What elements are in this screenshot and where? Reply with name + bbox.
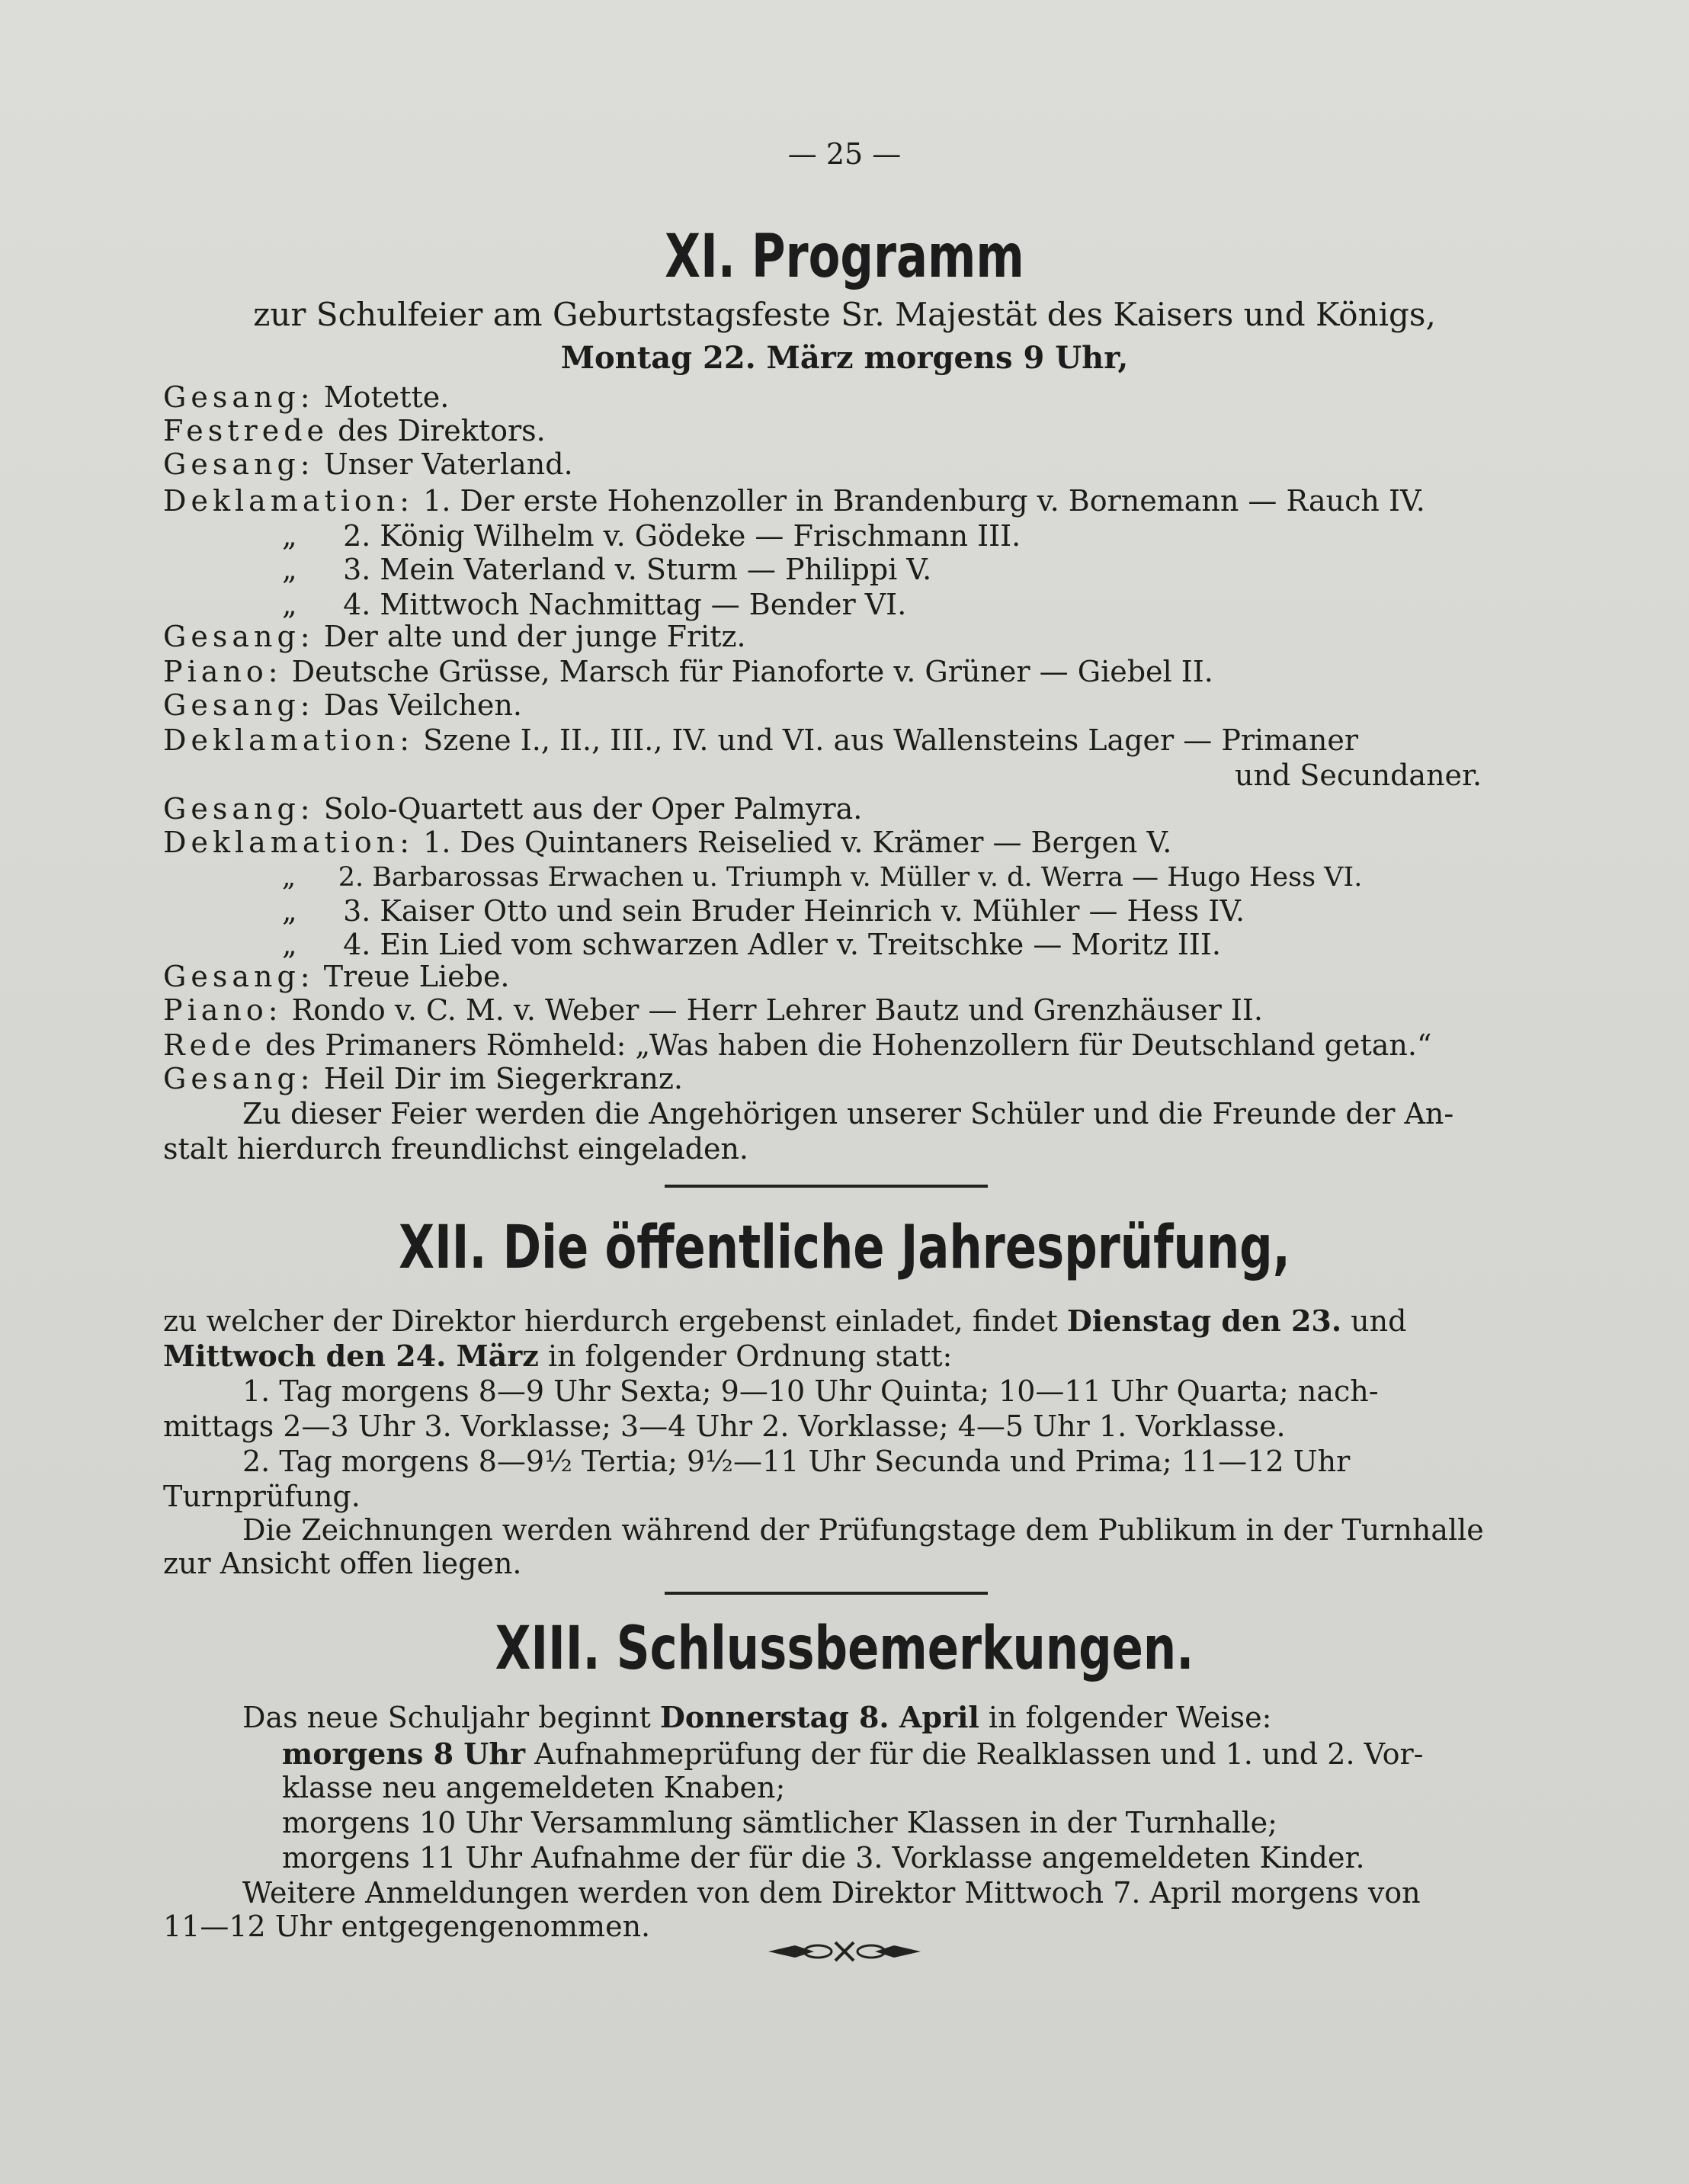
invitation-line: Zu dieser Feier werden die Angehörigen unserer Schüler und die Freunde der An- bbox=[242, 1097, 1454, 1130]
text-line: morgens 11 Uhr Aufnahme der für die 3. Vorklasse angemeldeten Kinder. bbox=[282, 1841, 1365, 1875]
text-line: 1. Tag morgens 8—9 Uhr Sexta; 9—10 Uhr Quinta; 10—11 Uhr Quarta; nach- bbox=[242, 1374, 1379, 1408]
section-11-date: Montag 22. März morgens 9 Uhr, bbox=[560, 340, 1129, 376]
program-line: Gesang: Solo-Quartett aus der Oper Palmyra. bbox=[163, 792, 863, 826]
text-line: morgens 10 Uhr Versammlung sämtlicher Klassen in der Turnhalle; bbox=[282, 1806, 1277, 1839]
program-line: Gesang: Der alte und der junge Fritz. bbox=[163, 620, 746, 653]
program-line: „ 4. Mittwoch Nachmittag — Bender VI. bbox=[282, 588, 907, 621]
program-line: „ 4. Ein Lied vom schwarzen Adler v. Treitschke — Moritz III. bbox=[282, 928, 1221, 961]
program-line: „ 3. Kaiser Otto und sein Bruder Heinrich v. Mühler — Hess IV. bbox=[282, 894, 1245, 928]
text-line: zur Ansicht offen liegen. bbox=[163, 1547, 522, 1580]
program-line: Gesang: Das Veilchen. bbox=[163, 688, 522, 722]
section-11-title: XI. Programm bbox=[665, 223, 1024, 291]
program-line: Gesang: Unser Vaterland. bbox=[163, 447, 573, 481]
program-line: Gesang: Heil Dir im Siegerkranz. bbox=[163, 1062, 683, 1095]
program-line: Piano: Deutsche Grüsse, Marsch für Pianoforte v. Grüner — Giebel II. bbox=[163, 655, 1213, 688]
text-line: 11—12 Uhr entgegengenommen. bbox=[163, 1910, 651, 1943]
text-line: Weitere Anmeldungen werden von dem Direktor Mittwoch 7. April morgens von bbox=[242, 1876, 1421, 1910]
ornament-divider bbox=[654, 1936, 1035, 1967]
text-line: klasse neu angemeldeten Knaben; bbox=[282, 1771, 786, 1804]
program-line: „ 2. König Wilhelm v. Gödeke — Frischmann III. bbox=[282, 519, 1021, 553]
section-divider bbox=[665, 1185, 988, 1188]
program-line: Rede des Primaners Römheld: „Was haben die Hohenzollern für Deutschland getan.“ bbox=[163, 1028, 1432, 1062]
section-11-subtitle: zur Schulfeier am Geburtstagsfeste Sr. Majestät des Kaisers und Königs, bbox=[253, 296, 1436, 333]
text-line: Mittwoch den 24. März in folgender Ordnung statt: bbox=[163, 1339, 953, 1373]
section-12-title: XII. Die öffentliche Jahresprüfung, bbox=[399, 1214, 1290, 1282]
text-line: 2. Tag morgens 8—9½ Tertia; 9½—11 Uhr Secunda und Prima; 11—12 Uhr bbox=[242, 1445, 1351, 1478]
program-line: Deklamation: Szene I., II., III., IV. und VI. aus Wallensteins Lager — Primaner bbox=[163, 723, 1359, 757]
text-line: Das neue Schuljahr beginnt Donnerstag 8. April in folgender Weise: bbox=[242, 1700, 1272, 1734]
program-line: Gesang: Motette. bbox=[163, 380, 450, 414]
section-13-title: XIII. Schlussbemerkungen. bbox=[495, 1615, 1194, 1683]
program-line: Piano: Rondo v. C. M. v. Weber — Herr Lehrer Bautz und Grenzhäuser II. bbox=[163, 993, 1263, 1027]
program-line: und Secundaner. bbox=[1235, 758, 1482, 792]
text-line: zu welcher der Direktor hierdurch ergebenst einladet, findet Dienstag den 23. und bbox=[163, 1304, 1407, 1338]
program-line: „ 3. Mein Vaterland v. Sturm — Philippi V. bbox=[282, 553, 932, 586]
program-line: Gesang: Treue Liebe. bbox=[163, 960, 510, 993]
section-divider bbox=[665, 1592, 988, 1595]
text-line: Die Zeichnungen werden während der Prüfungstage dem Publikum in der Turnhalle bbox=[242, 1513, 1484, 1547]
program-line: Deklamation: 1. Des Quintaners Reiselied v. Krämer — Bergen V. bbox=[163, 826, 1172, 859]
text-line: morgens 8 Uhr Aufnahmeprüfung der für die Realklassen und 1. und 2. Vor- bbox=[282, 1737, 1424, 1771]
program-line: „ 2. Barbarossas Erwachen u. Triumph v. Müller v. d. Werra — Hugo Hess VI. bbox=[282, 862, 1363, 893]
program-line: Festrede des Direktors. bbox=[163, 414, 546, 447]
invitation-line: stalt hierdurch freundlichst eingeladen. bbox=[163, 1132, 749, 1166]
page-number: — 25 — bbox=[787, 137, 902, 171]
text-line: mittags 2—3 Uhr 3. Vorklasse; 3—4 Uhr 2. Vorklasse; 4—5 Uhr 1. Vorklasse. bbox=[163, 1409, 1286, 1443]
text-line: Turnprüfung. bbox=[163, 1480, 361, 1513]
program-line: Deklamation: 1. Der erste Hohenzoller in Brandenburg v. Bornemann — Rauch IV. bbox=[163, 484, 1425, 518]
